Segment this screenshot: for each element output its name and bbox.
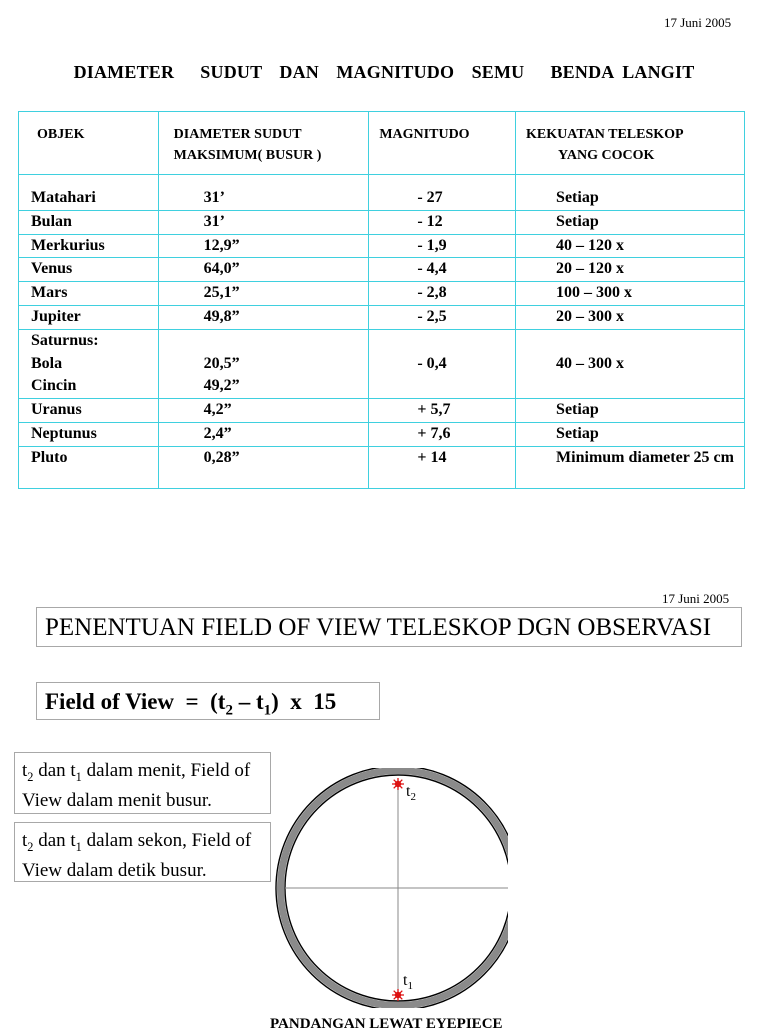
table-cell-kekuatan [516,258,745,282]
cell-line [417,330,515,353]
cell-line: 20 – 300 x [556,307,625,325]
cell-line: - 4,4 [417,260,447,278]
table-cell-diameter [158,210,369,234]
cell-line: 40 – 300 x [556,354,625,372]
table-cell-objek [19,282,159,306]
table-cell-kekuatan [516,282,745,306]
cell-line: Cincin [31,377,77,395]
table-cell-objek [19,399,159,423]
cell-line: Minimum diameter 25 cm [556,448,734,466]
table-row [19,422,745,446]
cell-line: 4,2” [203,401,232,419]
cell-line [204,330,369,353]
table-cell-objek [19,422,159,446]
cell-line: Saturnus: [31,331,99,349]
header-line: DIAMETER SUDUT [173,127,302,142]
label-t1: $t_1$ [403,972,413,992]
cell-line: + 14 [417,448,447,466]
eyepiece-caption: PANDANGAN LEWAT EYEPIECE [270,1016,503,1032]
formula-sub1: 1 [263,702,272,719]
header-line: KEKUATAN TELESKOP [526,127,684,142]
table-row [19,258,745,282]
star-t1-icon [392,989,404,1001]
note2-mid: dan t [33,830,76,851]
note2-text: dalam sekon, Field of View dalam detik busur. [22,830,252,881]
cell-line: - 2,5 [417,307,447,325]
cell-line: 12,9” [203,236,240,254]
table-cell-diameter [158,446,369,488]
cell-line: 31’ [203,212,225,230]
cell-line: + 7,6 [417,424,451,442]
table-cell-magnitudo [369,210,516,234]
label-t2: $t_2$ [406,783,416,803]
header-line: MAGNITUDO [379,127,470,142]
table-cell-magnitudo [369,399,516,423]
table-header-cell [369,112,516,175]
cell-line: Venus [31,260,73,278]
date-top: 17 Juni 2005 [664,15,732,30]
cell-line: Neptunus [31,424,97,442]
cell-line: Setiap [556,212,599,230]
cell-line: 100 – 300 x [556,284,633,302]
table-cell-objek [19,305,159,329]
header-line: OBJEK [37,127,85,142]
cell-line: Mars [31,284,68,302]
table-cell-magnitudo [369,258,516,282]
table-cell-kekuatan [516,305,745,329]
cell-line: Matahari [31,189,96,206]
note1-sub1: 1 [75,769,82,784]
cell-line: 25,1” [203,284,240,302]
table-cell-objek [19,329,159,398]
cell-line: - 27 [417,189,443,206]
cell-line: - 12 [417,212,443,230]
table-header-row [19,112,745,175]
table-header-cell [19,112,159,175]
table-cell-diameter [158,422,369,446]
header-line: MAKSIMUM( BUSUR ) [173,148,322,163]
cell-line: Setiap [556,424,599,442]
cell-line: Uranus [31,401,82,419]
cell-line: Merkurius [31,236,105,254]
table-cell-kekuatan [516,422,745,446]
table-cell-diameter [158,399,369,423]
table-cell-kekuatan [516,399,745,423]
table-cell-kekuatan [516,210,745,234]
note1-mid: dan t [33,760,76,781]
table-cell-diameter [158,282,369,306]
cell-line: Jupiter [31,307,81,325]
page-title: DIAMETER SUDUT DAN MAGNITUDO SEMU BENDA LANGIT [73,62,695,82]
cell-line: - 0,4 [417,354,447,372]
table-cell-objek [19,234,159,258]
note1-sub2: 2 [27,769,34,784]
table-cell-kekuatan [516,329,745,398]
astro-table [18,111,745,489]
formula-lhs: Field of View = (t [45,689,226,714]
cell-line: 20,5” [203,354,240,372]
table-cell-diameter [158,258,369,282]
note-minutes [14,752,271,814]
cell-line: Setiap [556,189,599,206]
cell-line [556,375,744,398]
note2-t: t [22,830,28,851]
table-cell-magnitudo [369,329,516,398]
table-row [19,446,745,488]
cell-line: Bulan [31,212,72,230]
table-cell-magnitudo [369,305,516,329]
eyepiece-diagram [272,768,508,1008]
table-cell-magnitudo [369,175,516,211]
table-cell-objek [19,210,159,234]
note1-text: dalam menit, Field of View dalam menit busur. [22,760,251,811]
cell-line: Pluto [31,448,68,466]
note1-t: t [22,760,28,781]
table-cell-magnitudo [369,234,516,258]
table-cell-diameter [158,175,369,211]
cell-line: 49,2” [203,377,240,395]
table-cell-objek [19,446,159,488]
cell-line: 0,28” [203,448,240,466]
table-row [19,305,745,329]
table-cell-diameter [158,305,369,329]
formula-sub2: 2 [225,702,233,719]
section-heading: PENENTUAN FIELD OF VIEW TELESKOP DGN OBSERVASI [36,607,742,647]
table-row [19,175,745,211]
formula-minus: – t [232,689,264,714]
table-header-cell [516,112,745,175]
table-cell-objek [19,258,159,282]
table-cell-magnitudo [369,282,516,306]
cell-line: - 1,9 [417,236,447,254]
cell-line: Setiap [556,401,599,419]
cell-line: + 5,7 [417,401,451,419]
cell-line: 64,0” [203,260,240,278]
note-seconds [14,822,271,882]
cell-line: 20 – 120 x [556,260,625,278]
cell-line: Bola [31,354,63,372]
cell-line [417,375,515,398]
header-line: YANG COCOK [558,148,655,163]
table-cell-diameter [158,234,369,258]
note2-sub2: 2 [27,839,34,854]
table-row [19,399,745,423]
table-header-cell [158,112,369,175]
formula-box [36,682,380,720]
note2-sub1: 1 [75,839,82,854]
table-row [19,329,745,398]
table-cell-magnitudo [369,446,516,488]
table-cell-magnitudo [369,422,516,446]
cell-line: 31’ [203,189,225,206]
cell-line: 49,8” [203,307,240,325]
cell-line [556,330,744,353]
table-cell-diameter [158,329,369,398]
cell-line: 2,4” [203,424,232,442]
table-row [19,234,745,258]
table-row [19,282,745,306]
date-bottom: 17 Juni 2005 [662,591,730,606]
table-cell-objek [19,175,159,211]
cell-line: - 2,8 [417,284,447,302]
table-cell-kekuatan [516,175,745,211]
table-cell-kekuatan [516,234,745,258]
cell-line: 40 – 120 x [556,236,625,254]
formula-rhs: ) x 15 [271,689,337,714]
table-row [19,210,745,234]
star-t2-icon [392,778,404,790]
table-cell-kekuatan [516,446,745,488]
